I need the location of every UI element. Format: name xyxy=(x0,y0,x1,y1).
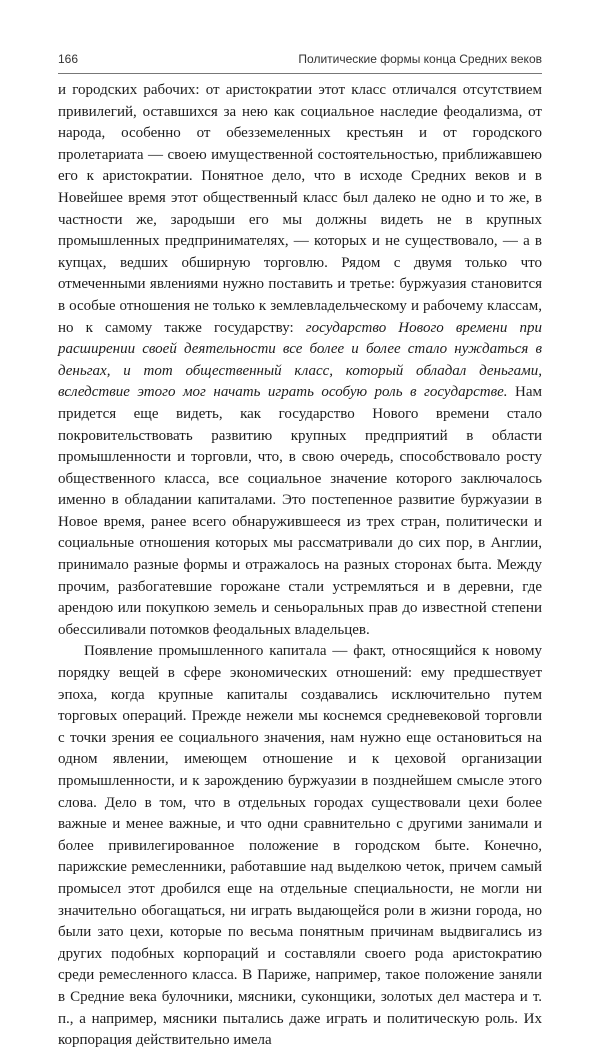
page-number: 166 xyxy=(58,52,79,66)
paragraph-1-italic-text: государство Нового времени при расширении своей деятельности все более и более стало нуждаться в деньгах, и тот общественный класс, который обладал деньгами, вследствие этого мог начать играть особую роль в государстве. xyxy=(58,319,542,401)
page-body xyxy=(58,80,542,1052)
paragraph-1 xyxy=(58,80,542,641)
running-header xyxy=(58,50,542,70)
paragraph-1-text-a: и городских рабочих: от аристократии этот класс отличался отсутствием привилегий, оставшихся за нею как социальное наследие феодализма, от народа, особенно от обезземеленных крестьян и от городского пролетариата — своею имущественной состоятельностью, приближавшею его к аристократии. Понятное дело, что в исходе Средних веков и в Новейшее время этот общественный класс был далеко не одно и то же, в частности же, зародыши его мы должны видеть не в крупных промышленных предпринимателях, — которых и не существовало, — а в купцах, ведших обширную торговлю. Рядом с двумя только что отмеченными явлениями нужно поставить и третье: буржуазия становится в особые отношения не только к землевладельческому и рабочему классам, но к самому также государству: xyxy=(58,82,542,336)
paragraph-1-text-c: Нам придется еще видеть, как государство Нового времени стало покровительствовать развитию крупных предприятий в области промышленности и торговли, что, в свою очередь, способствовало росту общественного класса, все социальное значение которого заключалось именно в обладании капиталами. Это постепенное развитие буржуазии в Новое время, ранее всего обнаружившееся из трех стран, политически и социальные отношения которых мы рассматривали до сих пор, в Англии, принимало разные формы и отражалось на разных сторонах быта. Между прочим, разбогатевшие горожане стали устремляться и в деревни, где арендою или покупкою земель и сеньоральных прав до известной степени обессиливали потомков феодальных владельцев. xyxy=(58,384,543,638)
header-rule xyxy=(58,73,542,74)
paragraph-2: Появление промышленного капитала — факт, относящийся к новому порядку вещей в сфере экономических отношений: ему предшествует эпоха, когда крупные капиталы создавались исключительно путем торговых операций. Прежде нежели мы коснемся средневековой торговли с точки зрения ее социального значения, нам нужно еще остановиться на одном явлении, имеющем отношение и к цеховой организации промышленности, и к зарождению буржуазии в позднейшем смысле этого слова. Дело в том, что в отдельных городах существовали цехи более важные и менее важные, и что одни сравнительно с другими занимали и более привилегированное положение в городском быте. Конечно, парижские ремесленники, работавшие над выделкою четок, причем самый промысел этот дробился еще на отдельные специальности, не могли ни значительно обогащаться, ни играть выдающейся роли в жизни города, но были зато цехи, которые по весьма понятным причинам выдвигались из других подобных корпораций и составляли своего рода аристократию среди ремесленного класса. В Париже, например, такое положение заняли в Средние века булочники, мясники, суконщики, золотых дел мастера и т. п., а например, мясники пытались даже играть и политическую роль. Их корпорация действительно имела xyxy=(58,643,542,1049)
running-title: Политические формы конца Средних веков xyxy=(298,52,542,66)
